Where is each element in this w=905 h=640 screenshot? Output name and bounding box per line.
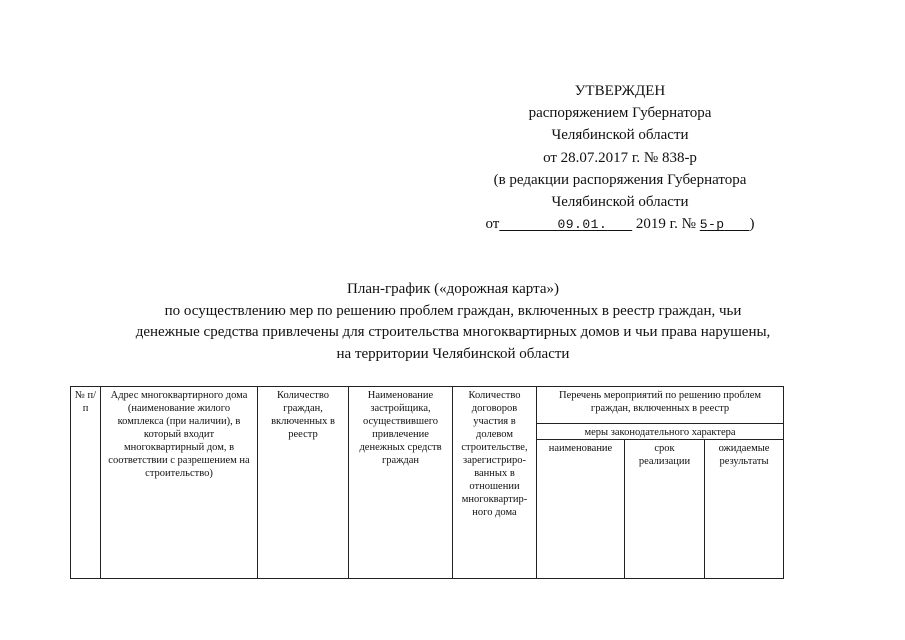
year-text: 2019 г. № bbox=[635, 216, 696, 233]
approval-line-edition-date bbox=[470, 213, 770, 236]
approval-line-decree: распоряжением Губернатора bbox=[528, 105, 712, 122]
approval-line-edition-region: Челябинской области bbox=[551, 194, 689, 211]
document-title bbox=[40, 279, 866, 365]
plan-table bbox=[70, 386, 784, 579]
header-citizens-count: Количество граждан, включенных в реестр bbox=[258, 387, 349, 579]
header-contracts-count: Количество договоров участия в долевом строительстве, зарегистриро-ванных в отношении многоквартир-ного дома bbox=[453, 387, 537, 579]
date-prefix: от bbox=[485, 216, 500, 233]
approval-line-date-number: от 28.07.2017 г. № 838-р bbox=[543, 149, 697, 166]
header-address: Адрес многоквартирного дома (наименование жилого комплекса (при наличии), в который входит многоквартирный дом, в соответствии с разрешением на строительство) bbox=[101, 387, 258, 579]
table-header-row bbox=[71, 387, 784, 424]
approval-heading: УТВЕРЖДЕН bbox=[574, 83, 666, 99]
header-expected-results: ожидаемые результаты bbox=[705, 440, 784, 579]
edition-date-value: 09.01. bbox=[557, 217, 608, 233]
title-line-2: по осуществлению мер по решению проблем граждан, включенных в реестр граждан, чьи bbox=[164, 302, 742, 319]
edition-date-field bbox=[499, 217, 632, 232]
approval-stamp bbox=[470, 80, 770, 236]
header-developer: Наименование застройщика, осуществившего привлечение денежных средств граждан bbox=[349, 387, 453, 579]
title-line-3: денежные средства привлечены для строительства многоквартирных домов и чьи права нарушены, bbox=[135, 324, 771, 340]
close-paren: ) bbox=[749, 216, 755, 233]
title-line-1: План-график («дорожная карта») bbox=[347, 281, 559, 297]
edition-number-value: 5-р bbox=[699, 217, 725, 233]
header-measures: Перечень мероприятий по решению проблем граждан, включенных в реестр bbox=[537, 387, 784, 424]
title-line-4: на территории Челябинской области bbox=[336, 345, 570, 362]
header-measure-name: наименование bbox=[537, 440, 625, 579]
edition-number-field bbox=[700, 217, 750, 232]
header-number: № п/п bbox=[71, 387, 101, 579]
header-deadline: срок реализации bbox=[625, 440, 705, 579]
approval-line-edition: (в редакции распоряжения Губернатора bbox=[493, 171, 747, 188]
header-legislative-measures: меры законодательного характера bbox=[537, 424, 784, 440]
approval-line-region: Челябинской области bbox=[551, 127, 689, 144]
